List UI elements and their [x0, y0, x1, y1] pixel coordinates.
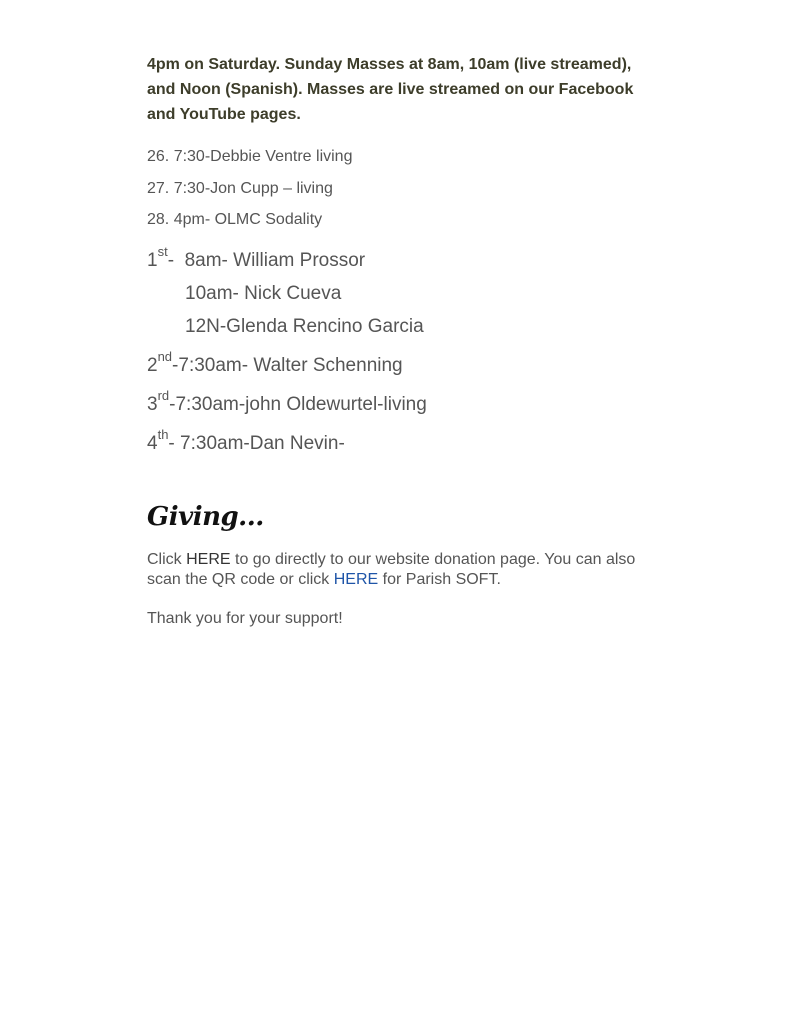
intention-day-4: 4th- 7:30am-Dan Nevin-	[147, 427, 345, 454]
intention-day-3: 3rd-7:30am-john Oldewurtel-living	[147, 388, 427, 415]
intention-28: 28. 4pm- OLMC Sodality	[147, 211, 323, 228]
donation-page-link[interactable]: HERE	[186, 550, 231, 568]
intention-day-1-10am: 10am- Nick Cueva	[185, 282, 342, 304]
intention-day-2: 2nd-7:30am- Walter Schenning	[147, 349, 403, 376]
bulletin-content	[147, 52, 647, 629]
parish-soft-link[interactable]: HERE	[333, 570, 379, 588]
mass-intentions-next-month	[147, 244, 647, 472]
intention-27: 27. 7:30-Jon Cupp – living	[147, 179, 333, 197]
giving-paragraph: Click HERE to go directly to our website donation page. You can also scan the QR code or click HERE for Parish SOFT.	[147, 550, 640, 588]
intention-26: 26. 7:30-Debbie Ventre living	[147, 148, 353, 165]
thank-you-note: Thank you for your support!	[147, 609, 343, 627]
intention-day-1: 1st- 8am- William Prossor	[147, 244, 366, 271]
intention-day-1-noon: 12N-Glenda Rencino Garcia	[185, 315, 424, 337]
mass-schedule-note: 4pm on Saturday. Sunday Masses at 8am, 10am (live streamed), and Noon (Spanish). Masses are live streamed on our Facebook and YouTube pages.	[147, 56, 634, 123]
mass-intentions-list	[147, 147, 647, 242]
giving-heading: Giving...	[147, 501, 264, 532]
